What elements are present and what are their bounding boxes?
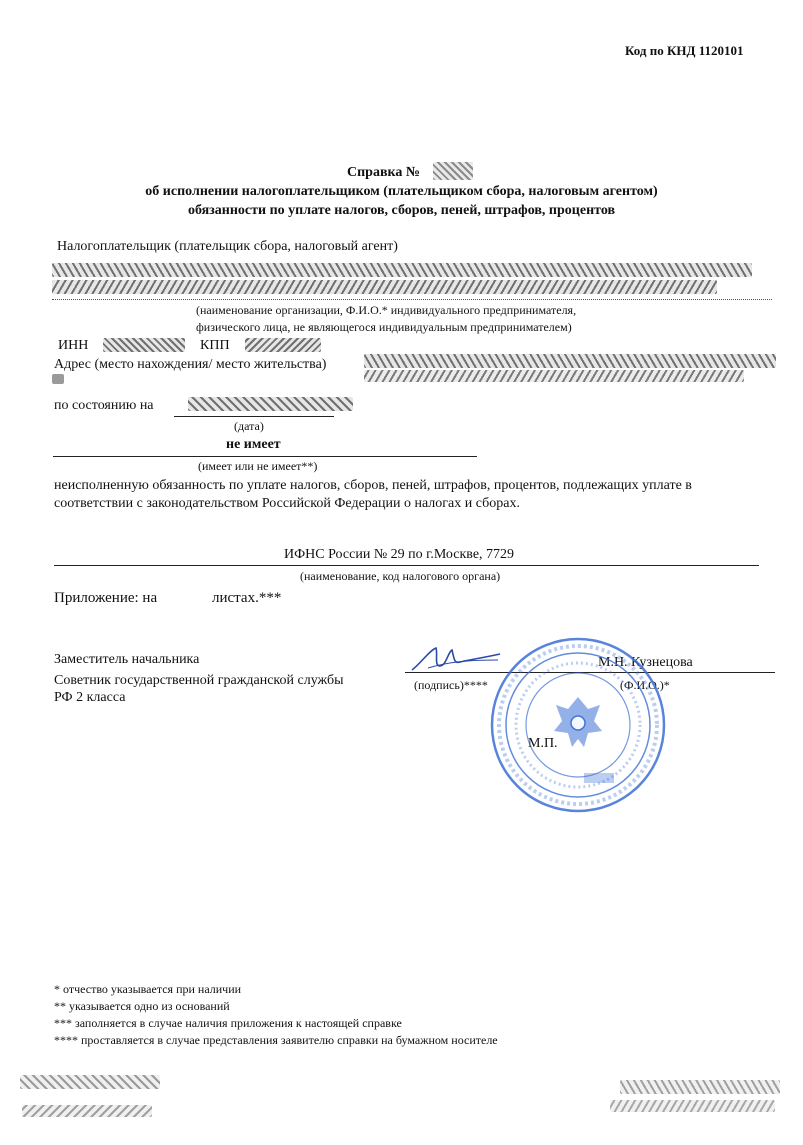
redacted-footer-right-2 xyxy=(610,1100,775,1112)
taxpayer-label: Налогоплательщик (плательщик сбора, налоговый агент) xyxy=(57,239,398,254)
redacted-footer-left-1 xyxy=(20,1075,160,1089)
redacted-date xyxy=(188,397,353,411)
status-line xyxy=(53,456,477,457)
certificate-subtitle-2: обязанности по уплате налогов, сборов, пеней, штрафов, процентов xyxy=(187,203,616,218)
attachment-label: Приложение: на xyxy=(54,590,158,606)
signatory-position-3: РФ 2 класса xyxy=(54,690,126,705)
redacted-address-2 xyxy=(364,370,744,382)
redacted-taxpayer-name-2 xyxy=(52,280,717,294)
name-hint: (Ф.И.О.)* xyxy=(620,678,670,692)
as-of-label: по состоянию на xyxy=(54,398,154,413)
redacted-address-3 xyxy=(52,374,64,384)
status-hint: (имеет или не имеет**) xyxy=(198,459,318,473)
redacted-inn xyxy=(103,338,185,352)
status-paragraph-2: соответствии с законодательством Российской Федерации о налогах и сборах. xyxy=(54,496,520,511)
knd-code: Код по КНД 1120101 xyxy=(625,43,744,58)
stamp-place-label: М.П. xyxy=(528,736,558,751)
address-label: Адрес (место нахождения/ место жительства) xyxy=(54,357,327,372)
redacted-footer-left-2 xyxy=(22,1105,152,1117)
attachment-sheets: листах.*** xyxy=(212,590,282,606)
official-stamp-icon xyxy=(488,635,668,815)
date-line xyxy=(174,416,334,417)
taxpayer-hint-2: физического лица, не являющегося индивидуальным предпринимателем) xyxy=(196,320,572,334)
redacted-footer-right-1 xyxy=(620,1080,780,1094)
redacted-taxpayer-name-1 xyxy=(52,263,752,277)
inn-label: ИНН xyxy=(58,338,89,353)
redacted-number xyxy=(433,162,473,180)
signature-hint: (подпись)**** xyxy=(414,678,488,692)
taxpayer-name-line xyxy=(52,299,772,300)
tax-authority-hint: (наименование, код налогового органа) xyxy=(300,569,501,583)
footnote-1: * отчество указывается при наличии xyxy=(54,982,242,996)
tax-authority-line xyxy=(54,565,759,566)
signatory-position-1: Заместитель начальника xyxy=(54,652,200,667)
signatory-name: М.Н. Кузнецова xyxy=(598,655,693,670)
kpp-label: КПП xyxy=(200,338,230,353)
status-paragraph-1: неисполненную обязанность по уплате налогов, сборов, пеней, штрафов, процентов, подлежащих уплате в xyxy=(54,478,692,493)
redacted-kpp xyxy=(245,338,321,352)
footnote-4: **** проставляется в случае представления заявителю справки на бумажном носителе xyxy=(54,1033,498,1047)
date-hint: (дата) xyxy=(234,419,264,433)
certificate-subtitle-1: об исполнении налогоплательщиком (плательщиком сбора, налоговым агентом) xyxy=(145,184,658,199)
status-value: не имеет xyxy=(226,437,281,452)
taxpayer-hint-1: (наименование организации, Ф.И.О.* индивидуального предпринимателя, xyxy=(196,303,577,317)
redacted-address-1 xyxy=(364,354,776,368)
signatory-position-2: Советник государственной гражданской службы xyxy=(54,673,344,688)
footnote-2: ** указывается одно из оснований xyxy=(54,999,230,1013)
tax-authority-name: ИФНС России № 29 по г.Москве, 7729 xyxy=(284,547,515,562)
footnote-3: *** заполняется в случае наличия приложения к настоящей справке xyxy=(54,1016,402,1030)
certificate-title: Справка № xyxy=(347,165,420,180)
